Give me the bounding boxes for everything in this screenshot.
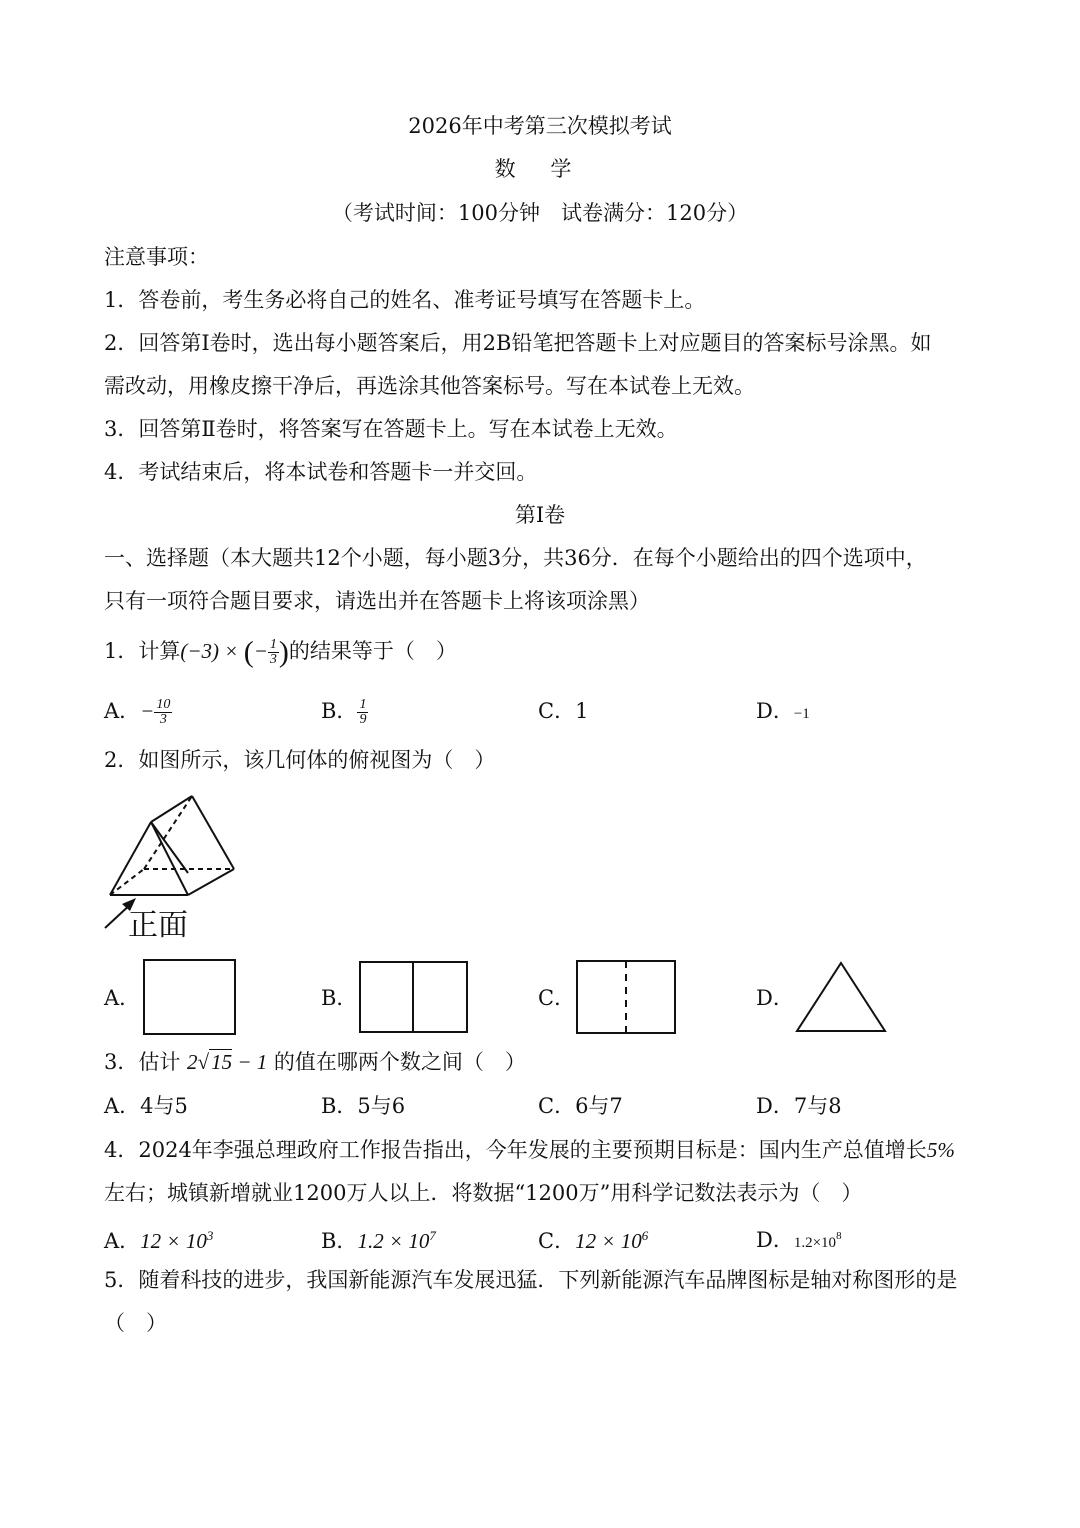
q1-option-d[interactable]: D．−1	[756, 699, 810, 723]
prism-edge	[188, 869, 234, 895]
question-1-stem: 1．计算(−3) × (− $\frac{1}{3}$ )的结果等于（ ）	[104, 635, 457, 669]
q4-option-a[interactable]: A．$12 \times 10^3$	[104, 1228, 214, 1253]
q2-option-d-shape[interactable]	[795, 961, 887, 1033]
q1-fraction: $\frac{1}{3}$	[269, 637, 277, 667]
q2-option-c-label[interactable]: C．	[538, 986, 576, 1010]
q3-option-b[interactable]: B．5与6	[321, 1094, 406, 1118]
note-item-3: 3．回答第Ⅱ卷时，将答案写在答题卡上。写在本试卷上无效。	[104, 417, 678, 441]
note-item-2: 2．回答第Ⅰ卷时，选出每小题答案后，用2B铅笔把答题卡上对应题目的答案标号涂黑。如	[104, 331, 932, 355]
exam-title: 2026年中考第三次模拟考试	[408, 114, 672, 138]
prism-edge	[110, 822, 151, 895]
q4-option-c[interactable]: C．$12 \times 10^6$	[538, 1228, 649, 1253]
subject-title: 数 学	[494, 157, 586, 181]
section-heading-2: 只有一项符合题目要求，请选出并在答题卡上将该项涂黑）	[104, 589, 650, 613]
question-5-line-1: 5．随着科技的进步，我国新能源汽车发展迅猛．下列新能源汽车品牌图标是轴对称图形的是	[104, 1268, 958, 1292]
question-5-line-2: （ ）	[104, 1311, 167, 1335]
q1-option-a[interactable]: A．− $\frac{10}{3}$	[104, 697, 171, 727]
prism-edge	[151, 796, 192, 822]
section-heading-1: 一、选择题（本大题共12个小题，每小题3分，共36分．在每个小题给出的四个选项中，	[104, 546, 927, 570]
q4-option-b[interactable]: B．$1.2 \times 10^7$	[321, 1228, 436, 1253]
prism-edge	[151, 822, 188, 895]
q2-option-d-label[interactable]: D．	[756, 986, 794, 1010]
prism-hidden-edge	[110, 869, 144, 895]
prism-edge	[192, 796, 234, 869]
q2-option-c-shape[interactable]	[576, 960, 676, 1034]
front-label: 正面	[128, 908, 188, 943]
note-item-2-cont: 需改动，用橡皮擦干净后，再选涂其他答案标号。写在本试卷上无效。	[104, 374, 755, 398]
note-item-1: 1．答卷前，考生务必将自己的姓名、准考证号填写在答题卡上。	[104, 288, 706, 312]
q1-option-c[interactable]: C．1	[538, 699, 589, 723]
q3-option-c[interactable]: C．6与7	[538, 1094, 623, 1118]
q2-option-b-shape[interactable]	[359, 961, 468, 1033]
note-item-4: 4．考试结束后，将本试卷和答题卡一并交回。	[104, 460, 538, 484]
question-2-stem: 2．如图所示，该几何体的俯视图为（ ）	[104, 748, 496, 772]
question-4-line-1: 4．2024年李强总理政府工作报告指出，今年发展的主要预期目标是：国内生产总值增长5%	[104, 1138, 955, 1162]
question-4-line-2: 左右；城镇新增就业1200万人以上．将数据“1200万”用科学记数法表示为（ ）	[104, 1181, 863, 1205]
q1-option-b[interactable]: B． $\frac{1}{9}$	[321, 697, 367, 727]
exam-info: （考试时间：100分钟 试卷满分：120分）	[331, 201, 749, 225]
question-3-stem: 3．估计 2√15 − 1 的值在哪两个数之间（ ）	[104, 1050, 526, 1074]
q2-option-a-shape[interactable]	[143, 959, 236, 1035]
volume-title: 第Ⅰ卷	[514, 503, 566, 527]
q3-option-d[interactable]: D．7与8	[756, 1094, 842, 1118]
q3-option-a[interactable]: A．4与5	[104, 1094, 188, 1118]
q2-option-b-label[interactable]: B．	[321, 986, 358, 1010]
prism-hidden-edge	[144, 796, 192, 869]
q2-option-a-label[interactable]: A．	[104, 986, 141, 1010]
notes-heading: 注意事项：	[104, 245, 209, 269]
q4-option-d[interactable]: D．$1.2\times 10^8$	[756, 1228, 842, 1252]
